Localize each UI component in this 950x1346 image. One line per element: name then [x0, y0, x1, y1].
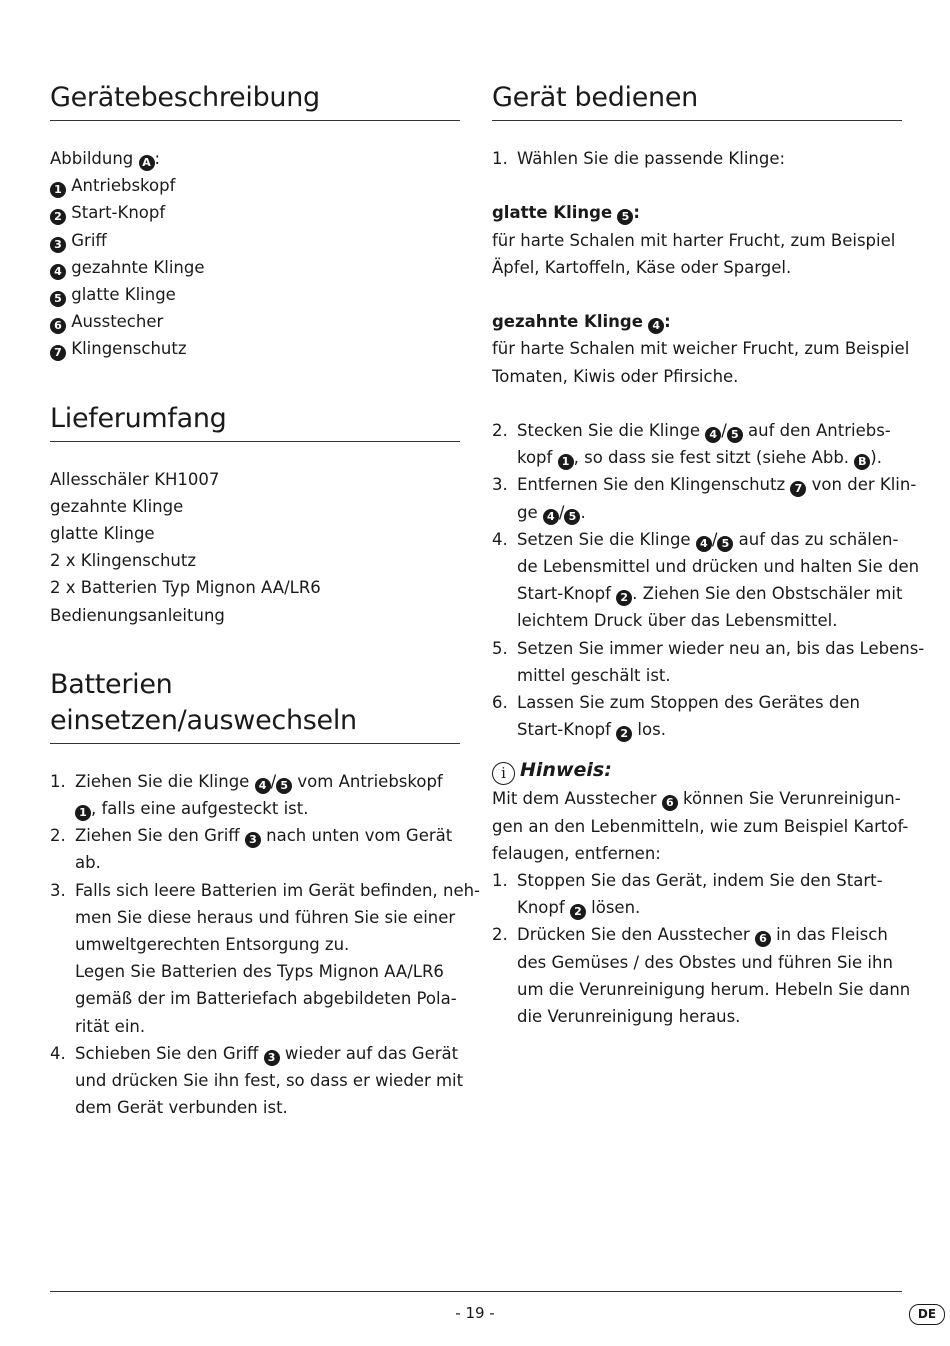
step-item: 2. Ziehen Sie den Griff 3 nach unten vom Gerät ab.	[50, 826, 453, 873]
delivery-item: 2 x Batterien Typ Mignon AA/LR6	[50, 578, 321, 598]
glatte-label: glatte Klinge 5 :	[492, 203, 641, 224]
hinweis-heading: i Hinweis:	[492, 755, 902, 785]
step-item: 2. Stecken Sie die Klinge 4 / 5 auf den Antriebs- kopf 1 , so dass sie fest sitzt (siehe Abb. B ).	[492, 420, 891, 469]
right-column	[492, 80, 925, 1030]
delivery-item: Bedienungsanleitung	[50, 605, 225, 625]
heading-geraetebeschreibung: Gerätebeschreibung	[50, 80, 460, 121]
language-badge: DE	[909, 1304, 945, 1325]
parts-list	[50, 145, 460, 363]
step-item: 3. Falls sich leere Batterien im Gerät befinden, neh- men Sie diese heraus und führen Sie sie einer umweltgerechten Entsorgung zu. Legen Sie Batterien des Typs Mignon AA/LR6 gemäß der im Batteriefach abgebildeten Pola- rität ein.	[50, 880, 481, 1036]
page-number: - 19 -	[455, 1304, 495, 1322]
part-item: 3 Griff	[50, 227, 460, 254]
operation-section: 1. Wählen Sie die passende Klinge: glatte Klinge 5 : für harte Schalen mit harter Frucht, zum Beispiel Äpfel, Kartoffeln, Käse oder Spargel. gezahnte Klinge 4 : für harte Schalen mit weicher Frucht, zum Beispiel Tomaten, Kiwis oder Pfirsiche. 2. Stecken Sie die Klinge 4 / 5 auf den Antriebs- kopf 1 , so dass sie fest sitzt (siehe Abb. B ). 3. Entfernen Sie den Klingenschutz 7 von der Klin- ge 4 / 5 . 4. Setzen Sie die Klinge 4 / 5 auf das zu schälen- de Lebensmittel und drücken und halten Sie den Start-Knopf 2 . Ziehen Sie den Obstschäler mit leichtem Druck über das Lebensmittel. 5. Setzen Sie immer wieder neu an, bis das Lebens- mittel geschält ist. 6. Lassen Sie zum Stoppen des Gerätes den Start-Knopf 2 los. i Hinweis: Mit dem Ausstecher 6 können Sie Verunreinigun- gen an den Lebenmitteln, wie zum Beispiel Kartof- felaugen, entfernen: 1. Stoppen Sie das Gerät, indem Sie den Start- Knopf 2 lösen. 2. Drücken Sie den Ausstecher 6 in das Fleisch des Gemüses / des Obstes und führen Sie ihn um die Verunreinigung herum. Hebeln Sie dann die Verunreinigung heraus.	[492, 145, 902, 1030]
step-item: 3. Entfernen Sie den Klingenschutz 7 von der Klin- ge 4 / 5 .	[492, 475, 917, 523]
heading-lieferumfang: Lieferumfang	[50, 401, 460, 442]
battery-steps	[50, 768, 481, 1122]
part-item: 1 Antriebskopf	[50, 172, 460, 199]
part-item: 6 Ausstecher	[50, 308, 460, 335]
delivery-item: glatte Klinge	[50, 524, 155, 544]
step-item: 6. Lassen Sie zum Stoppen des Gerätes den Start-Knopf 2 los.	[492, 693, 860, 741]
info-icon: i	[492, 762, 515, 785]
step-item: 4. Schieben Sie den Griff 3 wieder auf das Gerät und drücken Sie ihn fest, so dass er wieder mit dem Gerät verbunden ist.	[50, 1043, 464, 1118]
gezahnte-label: gezahnte Klinge 4 :	[492, 312, 671, 333]
step-item: 2. Drücken Sie den Ausstecher 6 in das Fleisch des Gemüses / des Obstes und führen Sie ihn um die Verunreinigung herum. Hebeln Sie dann die Verunreinigung heraus.	[492, 925, 911, 1027]
footer-divider	[50, 1291, 902, 1292]
step-item: 1. Wählen Sie die passende Klinge:	[492, 149, 786, 168]
delivery-item: Allesschäler KH1007	[50, 469, 220, 489]
step-item: 1. Ziehen Sie die Klinge 4 / 5 vom Antriebskopf 1 , falls eine aufgesteckt ist.	[50, 771, 443, 820]
abbildung-line: Abbildung A :	[50, 149, 161, 169]
part-item: 4 gezahnte Klinge	[50, 254, 460, 281]
part-item: 2 Start-Knopf	[50, 199, 460, 226]
step-item: 4. Setzen Sie die Klinge 4 / 5 auf das zu schälen- de Lebensmittel und drücken und halten Sie den Start-Knopf 2 . Ziehen Sie den Obstschäler mit leichtem Druck über das Lebensmittel.	[492, 529, 920, 631]
heading-batterien: Batterien einsetzen/auswechseln	[50, 667, 460, 744]
step-item: 5. Setzen Sie immer wieder neu an, bis das Lebens- mittel geschält ist.	[492, 638, 925, 685]
step-item: 1. Stoppen Sie das Gerät, indem Sie den Start- Knopf 2 lösen.	[492, 871, 883, 919]
delivery-item: 2 x Klingenschutz	[50, 551, 196, 571]
left-column	[50, 80, 481, 1121]
part-item: 7 Klingenschutz	[50, 335, 460, 362]
heading-geraet-bedienen: Gerät bedienen	[492, 80, 902, 121]
delivery-list	[50, 466, 460, 629]
delivery-item: gezahnte Klinge	[50, 496, 184, 516]
part-item: 5 glatte Klinge	[50, 281, 460, 308]
figure-marker: A	[139, 155, 155, 171]
